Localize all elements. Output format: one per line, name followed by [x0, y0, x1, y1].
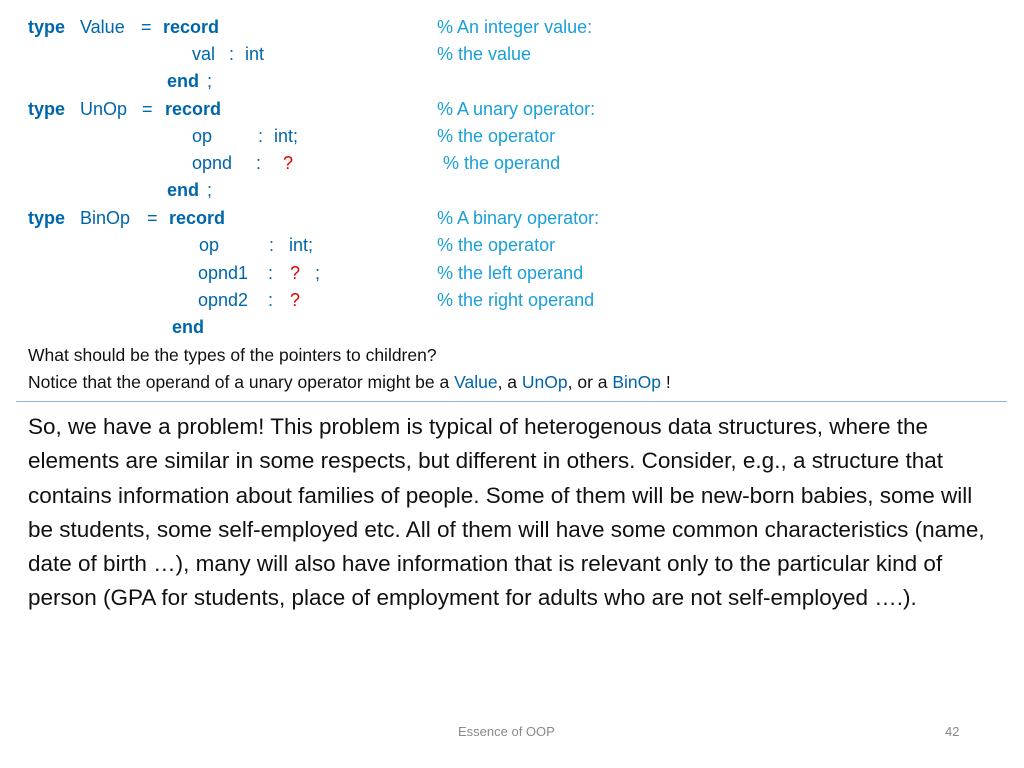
field-name: opnd1: [198, 263, 249, 283]
field-name: opnd2: [198, 290, 249, 310]
footer-title: Essence of OOP: [458, 724, 555, 739]
code-line-field-op: [0, 123, 1024, 150]
code-line-field-opnd1: [0, 260, 1024, 287]
type-name: Value: [80, 17, 125, 37]
equals-sign: =: [142, 99, 153, 119]
code-line-field-opnd2: [0, 287, 1024, 314]
colon: :: [256, 153, 262, 173]
semicolon: ;: [315, 263, 321, 283]
type-name: BinOp: [80, 208, 131, 228]
comment: % the left operand: [437, 263, 584, 283]
question-prefix: Notice that the operand of a unary operator might be a: [28, 372, 455, 392]
code-line-end: [0, 177, 1024, 204]
keyword-end: end: [167, 180, 200, 200]
keyword-type: type: [28, 99, 66, 119]
question-text: What should be the types of the pointers to children?: [28, 345, 437, 365]
code-line-value-decl: [0, 14, 1024, 41]
unknown-type-marker: ?: [290, 290, 301, 310]
code-line-end: [0, 68, 1024, 95]
type-name: UnOp: [80, 99, 128, 119]
separator: , a: [497, 372, 522, 392]
value-type-ref: Value: [454, 372, 498, 392]
colon: :: [268, 290, 274, 310]
comment: % An integer value:: [437, 17, 593, 37]
keyword-record: record: [163, 17, 220, 37]
colon: :: [258, 126, 264, 146]
field-type: int;: [274, 126, 299, 146]
unknown-type-marker: ?: [283, 153, 294, 173]
keyword-end: end: [172, 317, 205, 337]
comment: % the right operand: [437, 290, 595, 310]
semicolon: ;: [207, 71, 213, 91]
page-number: 42: [945, 724, 960, 739]
code-line-unop-decl: [0, 96, 1024, 123]
keyword-type: type: [28, 208, 66, 228]
keyword-type: type: [28, 17, 66, 37]
comment: % the operand: [443, 153, 561, 173]
field-name: val: [192, 44, 216, 64]
field-type: int;: [289, 235, 314, 255]
keyword-end: end: [167, 71, 200, 91]
comment: % A binary operator:: [437, 208, 600, 228]
separator: , or a: [567, 372, 613, 392]
comment: % the operator: [437, 235, 556, 255]
code-line-binop-decl: [0, 205, 1024, 232]
code-line-end: [0, 314, 1024, 341]
comment: % the operator: [437, 126, 556, 146]
semicolon: ;: [207, 180, 213, 200]
equals-sign: =: [141, 17, 152, 37]
divider-line: [16, 401, 1007, 402]
comment: % A unary operator:: [437, 99, 596, 119]
code-line-field-op: [0, 232, 1024, 259]
unop-type-ref: UnOp: [521, 372, 568, 392]
keyword-record: record: [165, 99, 222, 119]
question-text-2: [28, 369, 671, 396]
body-paragraph: So, we have a problem! This problem is typical of heterogenous data structures, where the elements are similar in some respects, but different in others. Consider, e.g., a structure that contains information about families of people. Some of them will be new-born babies, some will be students, some self-employed etc. All of them will have some common characteristics (name, date of birth …), many will also have information that is relevant only to the particular kind of person (GPA for students, place of employment for adults who are not self-employed ….).: [28, 414, 985, 611]
field-type: int: [245, 44, 265, 64]
comment: % the value: [437, 44, 532, 64]
binop-type-ref: BinOp: [612, 372, 662, 392]
code-line-field-opnd: [0, 150, 1024, 177]
field-name: op: [192, 126, 213, 146]
colon: :: [268, 263, 274, 283]
question-line-2: [0, 369, 1024, 396]
unknown-type-marker: ?: [290, 263, 301, 283]
question-line-1: [0, 342, 1024, 369]
field-name: op: [199, 235, 220, 255]
keyword-record: record: [169, 208, 226, 228]
colon: :: [229, 44, 235, 64]
question-suffix: !: [661, 372, 671, 392]
colon: :: [269, 235, 275, 255]
code-line-field-val: [0, 41, 1024, 68]
equals-sign: =: [147, 208, 158, 228]
field-name: opnd: [192, 153, 233, 173]
